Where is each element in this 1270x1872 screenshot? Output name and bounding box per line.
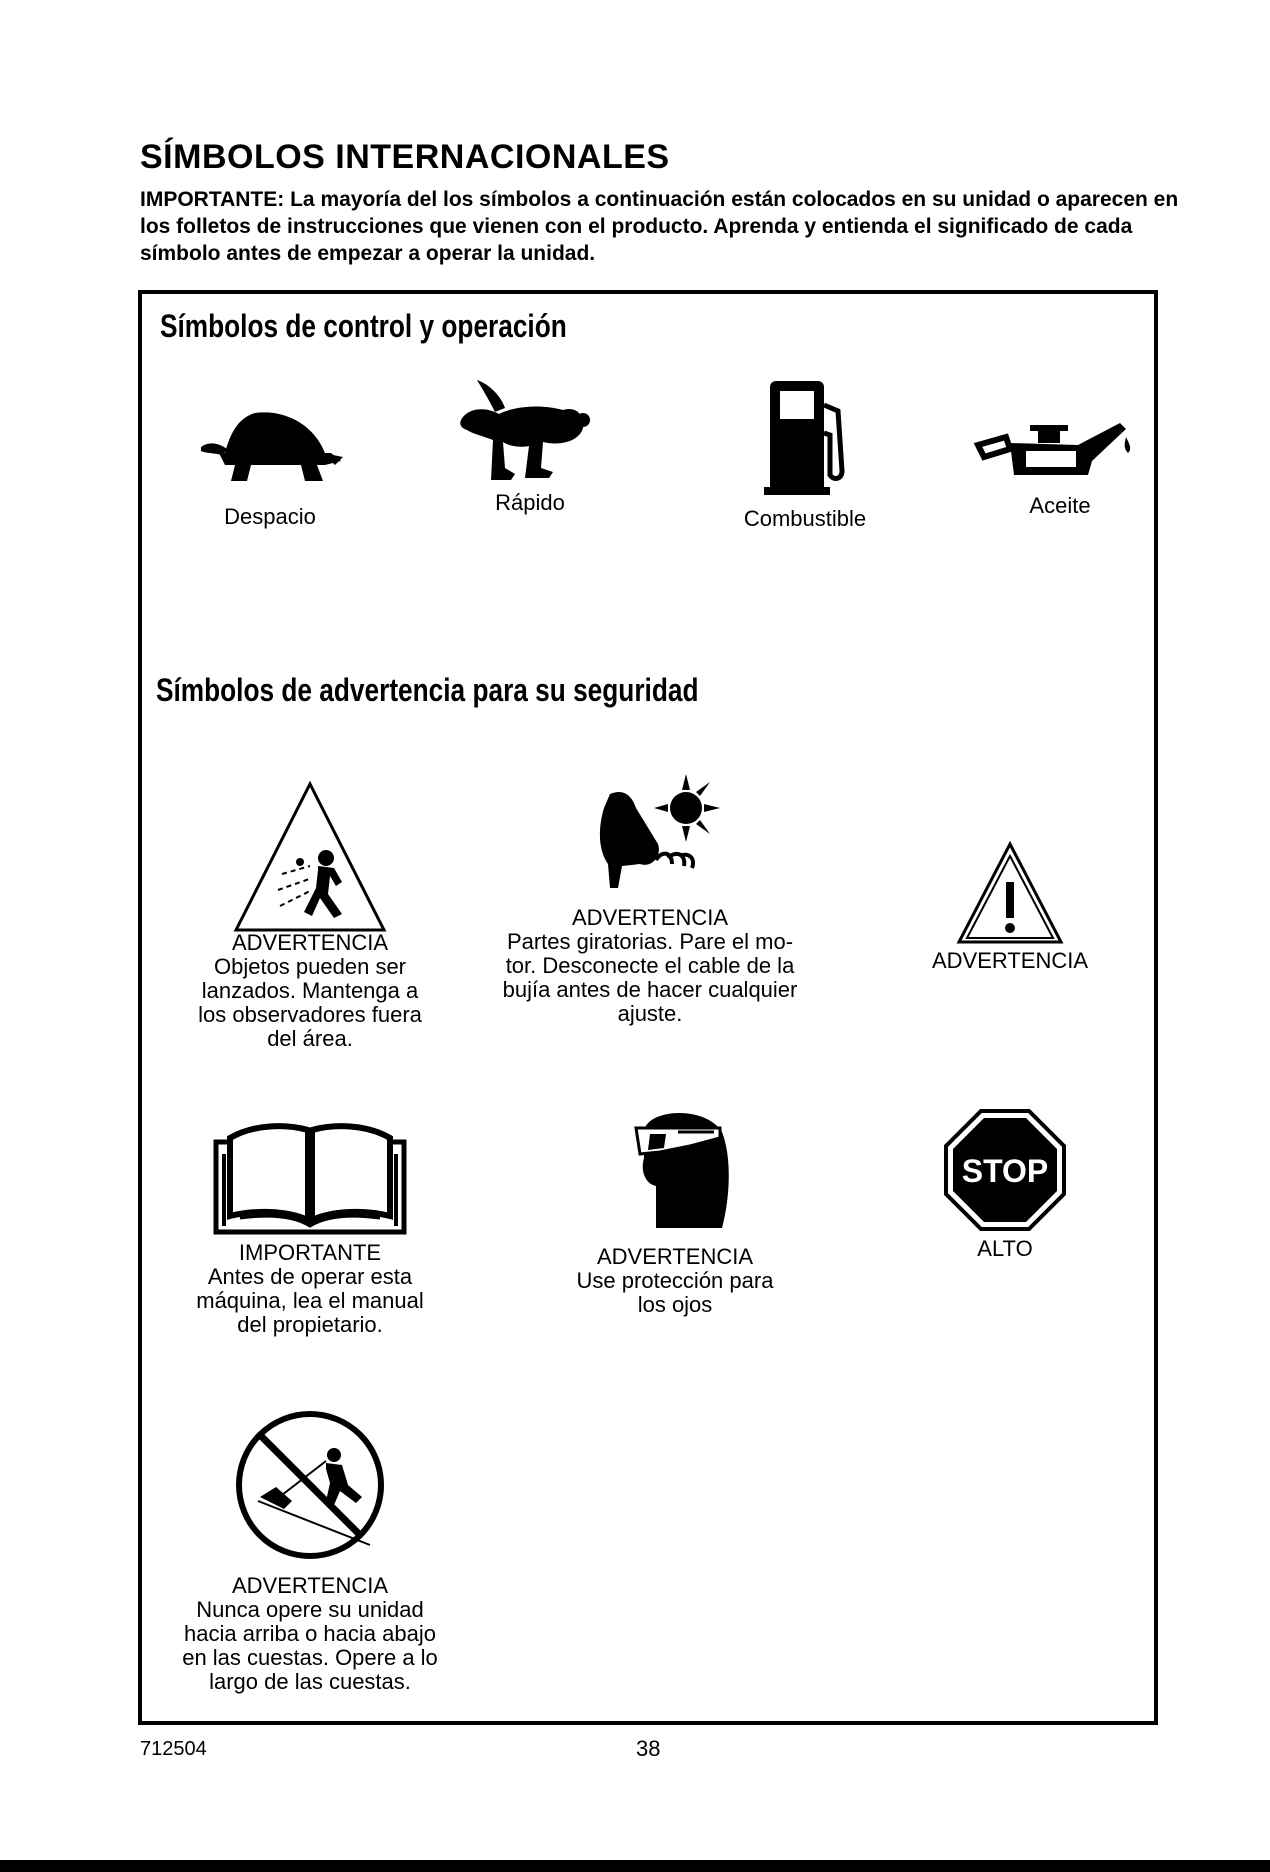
label-thrown-objects: ADVERTENCIA bbox=[231, 930, 389, 955]
page-number: 38 bbox=[636, 1736, 661, 1761]
open-manual-icon bbox=[210, 1118, 410, 1236]
symbol-fuel bbox=[700, 375, 910, 531]
symbol-no-slope bbox=[150, 1405, 470, 1694]
intro-text: La mayoría del los símbolos a continuación están colocados en su unidad o aparecen en los folletos de instrucciones que vienen con el producto. Aprenda y entienda el significado de cada símbolo antes de empezar a operar la unidad. bbox=[140, 188, 1179, 265]
label-eye-protection: ADVERTENCIA bbox=[596, 1244, 754, 1269]
symbol-thrown-objects bbox=[150, 778, 470, 1051]
intro-lead: IMPORTANTE: bbox=[140, 188, 285, 211]
symbol-general-warning bbox=[900, 840, 1120, 973]
safety-heading: Símbolos de advertencia para su seguridad bbox=[156, 672, 699, 708]
symbol-stop bbox=[905, 1108, 1105, 1261]
symbol-slow bbox=[170, 395, 370, 529]
label-general-warning: ADVERTENCIA bbox=[931, 948, 1089, 973]
bottom-edge-rule bbox=[0, 1860, 1270, 1872]
label-stop: ALTO bbox=[977, 1236, 1033, 1261]
label-oil: Aceite bbox=[1029, 493, 1091, 518]
desc-no-slope: Nunca opere su unidad hacia arriba o hacia abajo en las cuestas. Opere a lo largo de las cuestas. bbox=[182, 1597, 438, 1694]
rabbit-icon bbox=[445, 372, 615, 502]
desc-thrown-objects: Objetos pueden ser lanzados. Mantenga a los observadores fuera del área. bbox=[198, 954, 422, 1051]
label-no-slope: ADVERTENCIA bbox=[231, 1573, 389, 1598]
desc-read-manual: Antes de operar esta máquina, lea el manual del propietario. bbox=[196, 1264, 424, 1337]
rotating-parts-icon bbox=[570, 768, 730, 923]
warning-triangle-icon bbox=[955, 840, 1065, 946]
stop-sign-text: STOP bbox=[961, 1153, 1049, 1189]
desc-rotating-parts: Partes giratorias. Pare el mo- tor. Desconecte el cable de la bujía antes de hacer cualquier ajuste. bbox=[502, 929, 798, 1026]
label-fast: Rápido bbox=[495, 490, 565, 515]
label-rotating-parts: ADVERTENCIA bbox=[571, 905, 729, 930]
label-read-manual: IMPORTANTE bbox=[238, 1240, 382, 1265]
symbol-read-manual bbox=[150, 1118, 470, 1337]
desc-eye-protection: Use protección para los ojos bbox=[576, 1268, 774, 1317]
intro-paragraph bbox=[140, 186, 1180, 267]
symbol-oil bbox=[950, 415, 1170, 518]
symbol-eye-protection bbox=[540, 1098, 810, 1317]
page-title: SÍMBOLOS INTERNACIONALES bbox=[140, 138, 670, 176]
label-fuel: Combustible bbox=[743, 506, 867, 531]
symbol-fast bbox=[430, 372, 630, 515]
oil-can-icon bbox=[970, 415, 1150, 495]
control-heading: Símbolos de control y operación bbox=[160, 308, 567, 344]
label-slow: Despacio bbox=[224, 504, 316, 529]
thrown-objects-warning-icon bbox=[230, 778, 390, 938]
document-code: 712504 bbox=[140, 1738, 207, 1760]
turtle-icon bbox=[185, 395, 355, 500]
no-slope-operation-icon bbox=[230, 1405, 390, 1565]
stop-sign-icon bbox=[943, 1108, 1067, 1232]
eye-protection-icon bbox=[610, 1098, 740, 1238]
fuel-pump-icon bbox=[750, 375, 860, 500]
symbol-rotating-parts bbox=[470, 768, 830, 1026]
